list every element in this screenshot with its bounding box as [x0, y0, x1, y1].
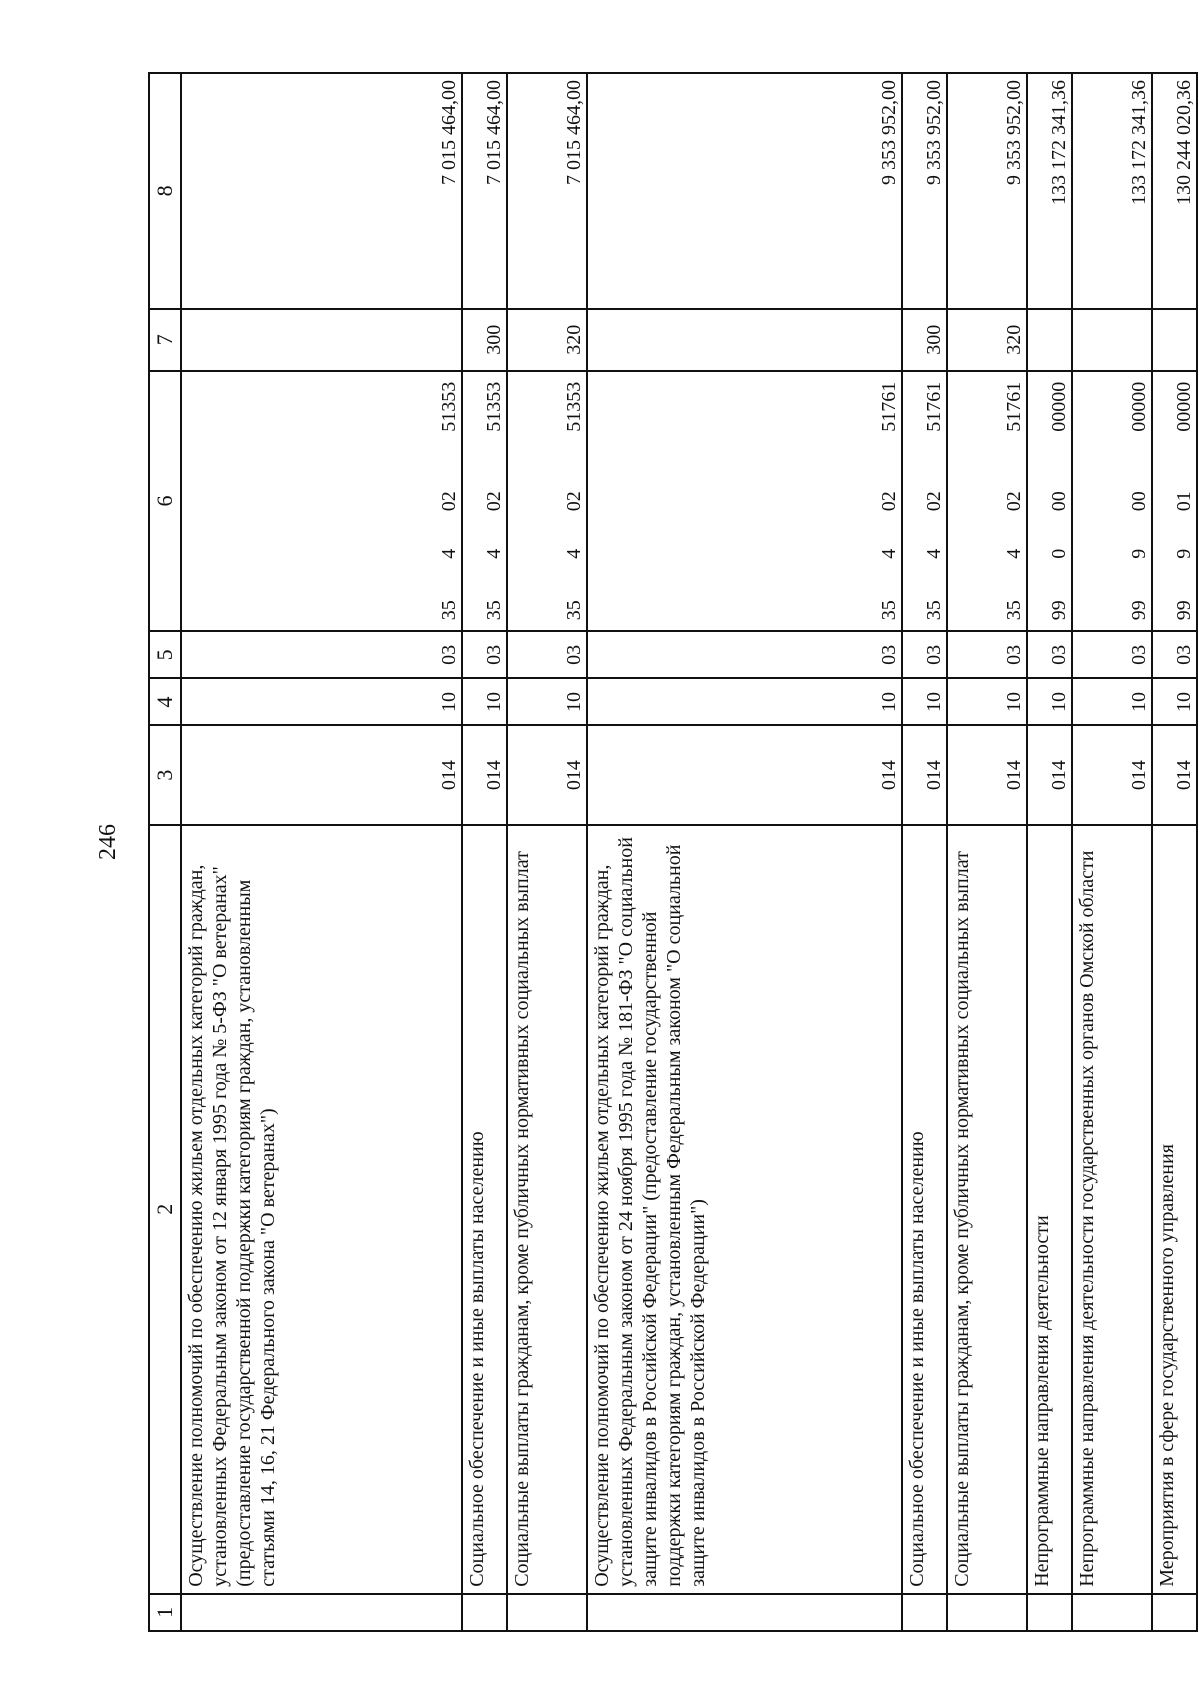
code-program: 99: [1127, 600, 1150, 621]
row-expense-type: [1027, 309, 1072, 371]
row-subsection: 03: [462, 631, 507, 678]
table-row: [1152, 73, 1197, 1631]
row-name: Осуществление полномочий по обеспечению жильем отдельных категорий граждан, установленных Федеральным законом от 12 января 1995 года № 5-ФЗ "О ветеранах" (предоставление государственной поддержки категориям граждан, установленным статьями 14, 16, 21 Федерального закона "О ветеранах"): [181, 825, 462, 1594]
row-amount: 9 353 952,00: [947, 73, 1027, 309]
code-subprogram: 4: [562, 548, 585, 559]
row-name: Социальные выплаты гражданам, кроме публичных нормативных социальных выплат: [507, 825, 587, 1594]
row-expense-type: [1152, 309, 1197, 371]
row-col1: [181, 1594, 462, 1631]
code-subprogram: 4: [438, 548, 461, 559]
table-row: [902, 73, 947, 1631]
row-admin-code: 014: [902, 726, 947, 825]
code-event: 01: [1173, 491, 1195, 512]
row-amount: 7 015 464,00: [181, 73, 462, 309]
row-amount: 133 172 341,36: [1072, 73, 1152, 309]
row-expense-type: [587, 309, 902, 371]
row-section: 10: [902, 678, 947, 725]
code-subprogram: 4: [483, 548, 506, 559]
row-admin-code: 014: [462, 726, 507, 825]
code-program: 35: [1002, 600, 1025, 621]
row-col1: [1027, 1594, 1072, 1631]
row-section: 10: [1152, 678, 1197, 725]
code-program: 35: [923, 600, 946, 621]
code-subprogram: 4: [1002, 548, 1025, 559]
row-section: 10: [181, 678, 462, 725]
row-expense-type: [181, 309, 462, 371]
row-col1: [947, 1594, 1027, 1631]
code-subprogram: 0: [1048, 548, 1071, 559]
row-name: Непрограммные направления деятельности: [1027, 825, 1072, 1594]
row-amount: 9 353 952,00: [587, 73, 902, 309]
page-number: 246: [95, 824, 121, 860]
code-direction: 51353: [562, 381, 585, 432]
budget-table-sheet: [148, 72, 1198, 1632]
row-amount: 7 015 464,00: [462, 73, 507, 309]
table-row: [181, 73, 462, 1631]
row-name: Осуществление полномочий по обеспечению жильем отдельных категорий граждан, установленных Федеральным законом от 24 ноября 1995 года № 181-ФЗ "О социальной защите инвалидов в Российской Федерации" (предоставление государственной поддержки категориям граждан, установленным Федеральным законом "О социальной защите инвалидов в Российской Федерации"): [587, 825, 902, 1594]
row-col1: [507, 1594, 587, 1631]
code-event: 02: [562, 491, 585, 512]
row-subsection: 03: [947, 631, 1027, 678]
row-expense-type: 300: [902, 309, 947, 371]
row-section: 10: [1072, 678, 1152, 725]
row-expense-type: 300: [462, 309, 507, 371]
code-direction: 51761: [923, 381, 946, 432]
row-target-article: [462, 371, 507, 631]
code-direction: 00000: [1173, 381, 1195, 432]
row-subsection: 03: [507, 631, 587, 678]
row-expense-type: [1072, 309, 1152, 371]
table-row: [1072, 73, 1152, 1631]
code-event: 02: [1002, 491, 1025, 512]
code-program: 35: [878, 600, 901, 621]
row-target-article: [181, 371, 462, 631]
row-admin-code: 014: [1072, 726, 1152, 825]
table-row: [947, 73, 1027, 1631]
code-program: 99: [1173, 600, 1195, 621]
row-target-article: [947, 371, 1027, 631]
row-target-article: [1072, 371, 1152, 631]
header-col-1: 1: [149, 1594, 181, 1631]
code-subprogram: 4: [923, 548, 946, 559]
header-col-2: 2: [149, 825, 181, 1594]
code-direction: 00000: [1048, 381, 1071, 432]
row-section: 10: [1027, 678, 1072, 725]
header-col-8: 8: [149, 73, 181, 309]
code-event: 02: [878, 491, 901, 512]
row-subsection: 03: [587, 631, 902, 678]
row-col1: [462, 1594, 507, 1631]
row-col1: [587, 1594, 902, 1631]
code-event: 02: [923, 491, 946, 512]
row-name: Мероприятия в сфере государственного управления: [1152, 825, 1197, 1594]
row-target-article: [507, 371, 587, 631]
row-subsection: 03: [902, 631, 947, 678]
row-name: Социальные выплаты гражданам, кроме публичных нормативных социальных выплат: [947, 825, 1027, 1594]
table-row: [462, 73, 507, 1631]
code-direction: 51761: [878, 381, 901, 432]
row-admin-code: 014: [507, 726, 587, 825]
row-expense-type: 320: [507, 309, 587, 371]
row-name: Социальное обеспечение и иные выплаты населению: [462, 825, 507, 1594]
code-subprogram: 9: [1173, 548, 1195, 559]
code-event: 00: [1048, 491, 1071, 512]
row-col1: [1152, 1594, 1197, 1631]
row-admin-code: 014: [587, 726, 902, 825]
code-program: 99: [1048, 600, 1071, 621]
code-event: 02: [438, 491, 461, 512]
row-admin-code: 014: [947, 726, 1027, 825]
header-col-4: 4: [149, 678, 181, 725]
row-admin-code: 014: [1027, 726, 1072, 825]
row-amount: 133 172 341,36: [1027, 73, 1072, 309]
header-col-5: 5: [149, 631, 181, 678]
table-row: [507, 73, 587, 1631]
row-section: 10: [462, 678, 507, 725]
row-expense-type: 320: [947, 309, 1027, 371]
code-event: 00: [1127, 491, 1150, 512]
row-section: 10: [587, 678, 902, 725]
row-amount: 9 353 952,00: [902, 73, 947, 309]
row-subsection: 03: [1152, 631, 1197, 678]
row-col1: [902, 1594, 947, 1631]
row-target-article: [902, 371, 947, 631]
code-direction: 51353: [483, 381, 506, 432]
code-direction: 00000: [1127, 381, 1150, 432]
code-subprogram: 4: [878, 548, 901, 559]
row-amount: 7 015 464,00: [507, 73, 587, 309]
header-col-6: 6: [149, 371, 181, 631]
row-section: 10: [507, 678, 587, 725]
row-target-article: [1152, 371, 1197, 631]
row-admin-code: 014: [1152, 726, 1197, 825]
header-row: [149, 73, 181, 1631]
row-subsection: 03: [1072, 631, 1152, 678]
row-subsection: 03: [181, 631, 462, 678]
row-target-article: [587, 371, 902, 631]
row-amount: 130 244 020,36: [1152, 73, 1197, 309]
row-section: 10: [947, 678, 1027, 725]
row-name: Непрограммные направления деятельности государственных органов Омской области: [1072, 825, 1152, 1594]
code-direction: 51353: [438, 381, 461, 432]
row-target-article: [1027, 371, 1072, 631]
row-admin-code: 014: [181, 726, 462, 825]
code-program: 35: [483, 600, 506, 621]
code-subprogram: 9: [1127, 548, 1150, 559]
header-col-7: 7: [149, 309, 181, 371]
table-row: [587, 73, 902, 1631]
row-subsection: 03: [1027, 631, 1072, 678]
row-name: Социальное обеспечение и иные выплаты населению: [902, 825, 947, 1594]
code-program: 35: [438, 600, 461, 621]
budget-table: [148, 72, 1198, 1632]
row-col1: [1072, 1594, 1152, 1631]
code-direction: 51761: [1002, 381, 1025, 432]
table-row: [1027, 73, 1072, 1631]
header-col-3: 3: [149, 726, 181, 825]
code-program: 35: [562, 600, 585, 621]
code-event: 02: [483, 491, 506, 512]
